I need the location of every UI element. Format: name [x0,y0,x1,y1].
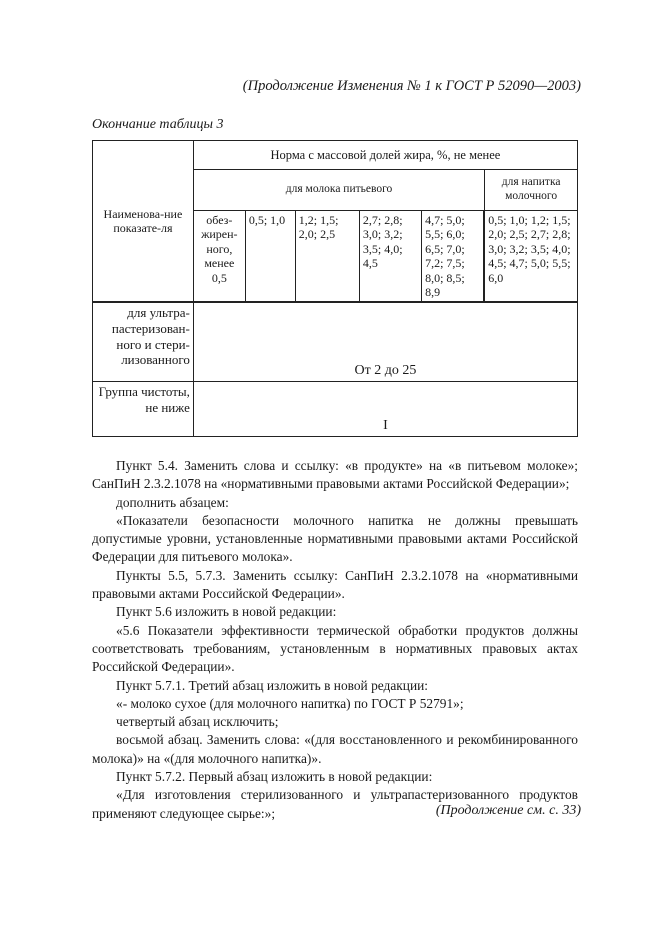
fat-value-cell: 2,7; 2,8; 3,0; 3,2; 3,5; 4,0; 4,5 [359,211,421,303]
fat-value-cell: 0,5; 1,0; 1,2; 1,5; 2,0; 2,5; 2,7; 2,8; 3,0; 3,2; 3,5; 4,0; 4,5; 4,7; 5,0; 5,5; 6,0 [485,211,578,303]
name-header-cell: Наименова-ние показате-ля [93,141,194,303]
paragraph: Пункты 5.5, 5.7.3. Заменить ссылку: СанПиН 2.3.2.1078 на «нормативными правовыми актами Российской Федерации». [92,567,578,602]
norms-table [92,140,578,437]
body-text [92,457,578,823]
fat-value-cell: 4,7; 5,0; 5,5; 6,0; 6,5; 7,0; 7,2; 7,5; 8,0; 8,5; 8,9 [422,211,484,303]
paragraph: дополнить абзацем: [116,494,229,510]
milk-drink-header: для напитка молочного [485,170,578,211]
row-value: I [193,382,577,437]
paragraph: восьмой абзац. Заменить слова: «(для восстановленного и рекомбинированного молока)» на «(для молочного напитка)». [92,732,578,766]
paragraph: четвертый абзац исключить; [116,714,279,730]
paragraph: «Для изготовления стерилизованного и ультрапастеризованного продуктов применяют следующее сырье:»; [92,787,578,821]
paragraph: «Показатели безопасности молочного напитка не должны превышать допустимые уровни, установленные нормативными правовыми актами Российской Федерации для питьевого молока». [92,512,578,565]
row-label: для ультра-пастеризован-ного и стери-лизованного [93,302,194,382]
paragraph: «- молоко сухое (для молочного напитка) по ГОСТ Р 52791»; [116,695,464,711]
paragraph: «5.6 Показатели эффективности термической обработки продуктов должны соответствовать требованиям, установленным в нормативных правовых актах Российской Федерации». [92,622,578,675]
table-caption: Окончание таблицы 3 [92,117,224,132]
fat-value-cell: обез-жирен-ного, менее 0,5 [193,211,245,303]
paragraph: Пункт 5.6 изложить в новой редакции: [116,604,337,620]
paragraph: Пункт 5.7.1. Третий абзац изложить в новой редакции: [116,677,429,693]
fat-norm-header: Норма с массовой долей жира, %, не менее [193,141,577,170]
row-label: Группа чистоты, не ниже [93,382,194,437]
continuation-footer: (Продолжение см. с. 33) [435,803,581,818]
paragraph: Пункт 5.4. Заменить слова и ссылку: «в продукте» на «в питьевом молоке»; СанПиН 2.3.2.1078 на «нормативными правовыми актами Российской Федерации»; [92,458,578,492]
drink-milk-header: для молока питьевого [193,170,484,211]
fat-value-cell: 0,5; 1,0 [245,211,295,303]
fat-value-cell: 1,2; 1,5; 2,0; 2,5 [295,211,359,303]
paragraph: Пункт 5.7.2. Первый абзац изложить в новой редакции: [116,769,433,785]
row-value: От 2 до 25 [193,302,577,382]
continuation-header: (Продолжение Изменения № 1 к ГОСТ Р 52090—2003) [242,78,581,94]
